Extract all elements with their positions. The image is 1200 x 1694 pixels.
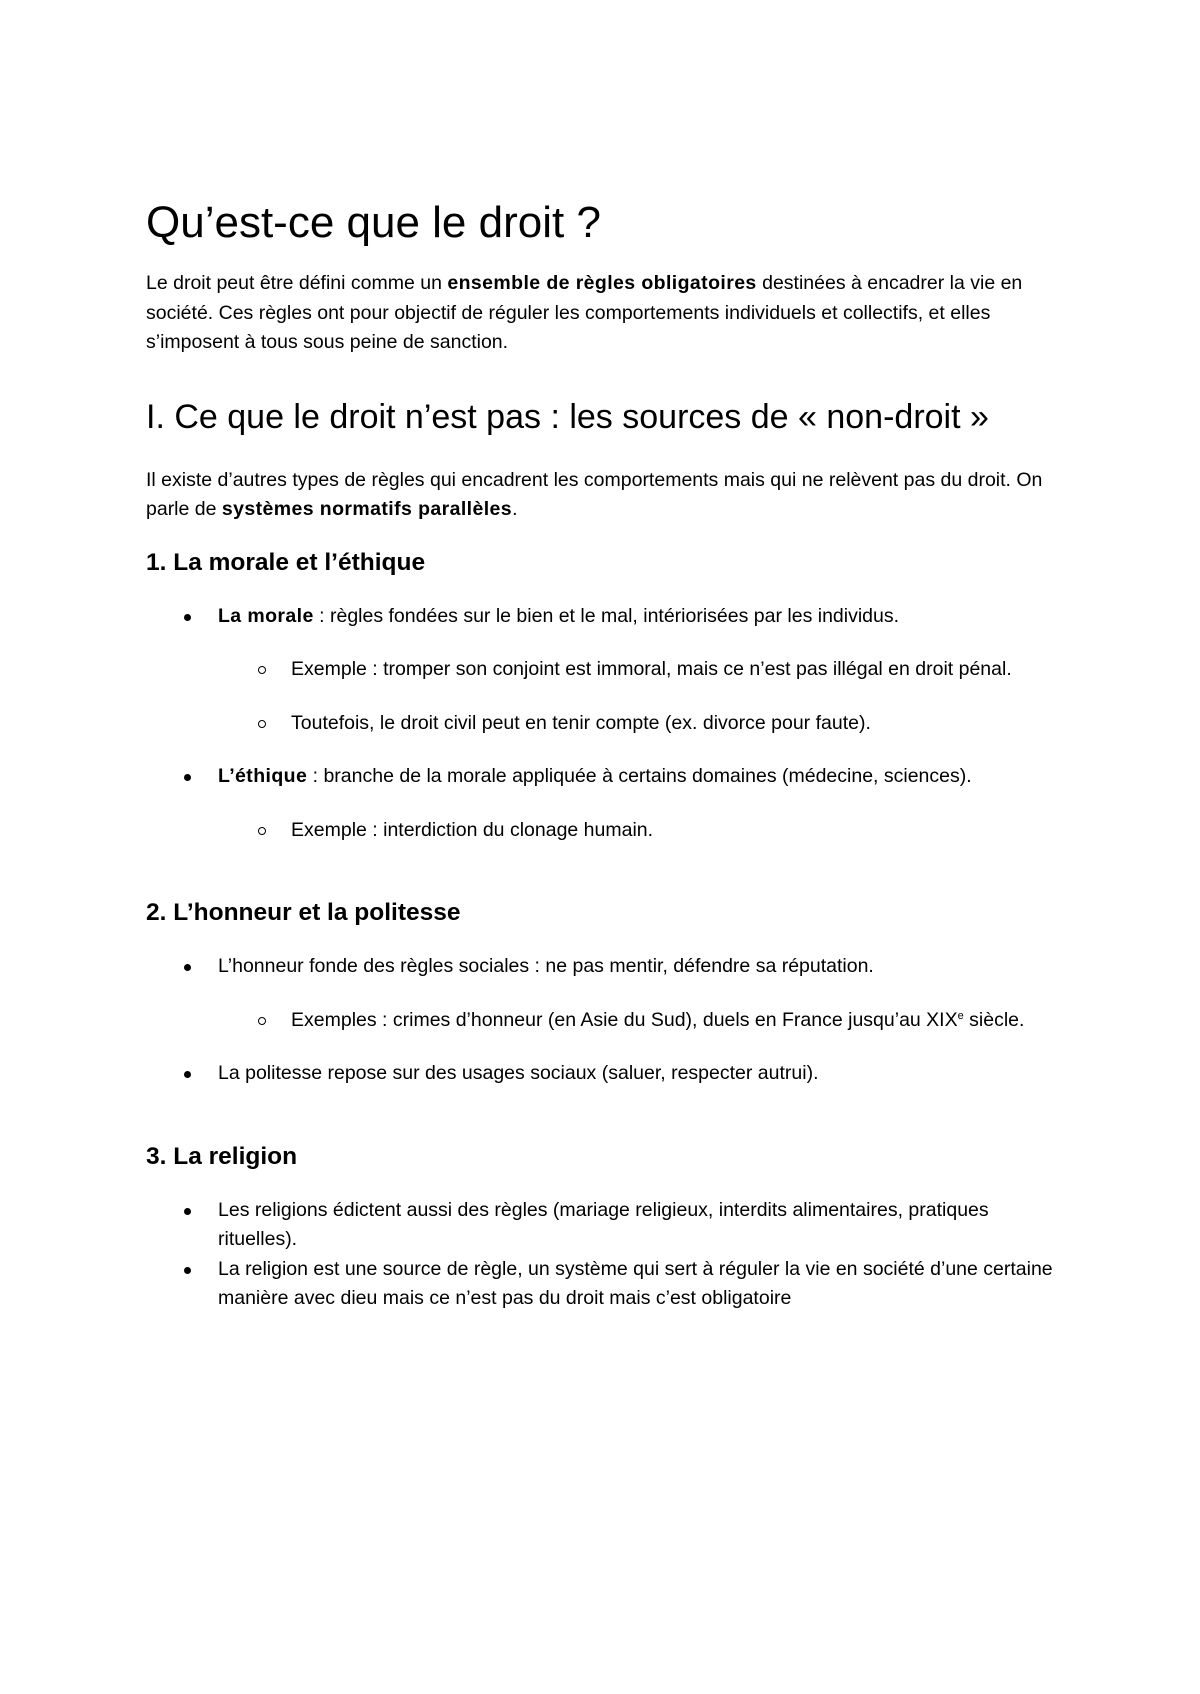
document-title: Qu’est-ce que le droit ? bbox=[146, 198, 601, 247]
intro-bold: ensemble de règles obligatoires bbox=[447, 272, 757, 294]
subsection-2-list bbox=[146, 952, 1066, 1089]
honneur-example-end: siècle. bbox=[963, 1008, 1025, 1031]
morale-term: La morale bbox=[218, 604, 314, 627]
section-1-heading: I. Ce que le droit n’est pas : les sources de « non-droit » bbox=[146, 397, 989, 436]
intro-text-end: destinées à encadrer la vie en société. Ces règles ont pour objectif de réguler les comportements individuels et collectifs, et elles s’imposent à tous sous peine de sanction. bbox=[146, 272, 1023, 353]
list-subitem: Exemple : interdiction du clonage humain. bbox=[146, 816, 1066, 846]
subsection-1-list bbox=[146, 602, 1066, 846]
list-item-ethique bbox=[146, 762, 1066, 792]
list-item-honneur: L’honneur fonde des règles sociales : ne pas mentir, défendre sa réputation. bbox=[146, 952, 1066, 982]
section-1-intro bbox=[146, 466, 1066, 525]
ethique-definition: : branche de la morale appliquée à certains domaines (médecine, sciences). bbox=[307, 765, 972, 787]
century-superscript: e bbox=[957, 1009, 964, 1022]
section-1-intro-end: . bbox=[512, 498, 518, 520]
list-item-religion-source: La religion est une source de règle, un système qui sert à réguler la vie en société d’une certaine manière avec dieu mais ce n’est pas du droit mais c’est obligatoire bbox=[146, 1255, 1066, 1314]
intro-paragraph bbox=[146, 269, 1066, 358]
section-1-intro-bold: systèmes normatifs parallèles bbox=[221, 498, 513, 520]
subsection-3-heading: 3. La religion bbox=[146, 1142, 298, 1170]
morale-definition: : règles fondées sur le bien et le mal, intériorisées par les individus. bbox=[313, 604, 900, 627]
subsection-3-list bbox=[146, 1196, 1066, 1314]
intro-text-start: Le droit peut être défini comme un bbox=[146, 272, 448, 294]
list-subitem: Toutefois, le droit civil peut en tenir compte (ex. divorce pour faute). bbox=[146, 709, 1066, 739]
ethique-term: L’éthique bbox=[218, 765, 308, 787]
section-1-intro-start: Il existe d’autres types de règles qui encadrent les comportements mais qui ne relèvent pas du droit. On parle de bbox=[146, 468, 1043, 520]
document-page bbox=[146, 195, 1066, 1314]
honneur-example-start: Exemples : crimes d’honneur (en Asie du Sud), duels en France jusqu’au XIX bbox=[291, 1008, 958, 1031]
subsection-1-heading: 1. La morale et l’éthique bbox=[146, 548, 426, 576]
list-subitem: Exemple : tromper son conjoint est immoral, mais ce n’est pas illégal en droit pénal. bbox=[146, 655, 1066, 685]
list-item-morale bbox=[146, 602, 1066, 632]
list-item-politesse: La politesse repose sur des usages sociaux (saluer, respecter autrui). bbox=[146, 1059, 1066, 1089]
list-subitem bbox=[146, 1006, 1066, 1036]
subsection-2-heading: 2. L’honneur et la politesse bbox=[146, 899, 461, 926]
list-item-religion-rules: Les religions édictent aussi des règles (mariage religieux, interdits alimentaires, pratiques rituelles). bbox=[146, 1196, 1066, 1255]
